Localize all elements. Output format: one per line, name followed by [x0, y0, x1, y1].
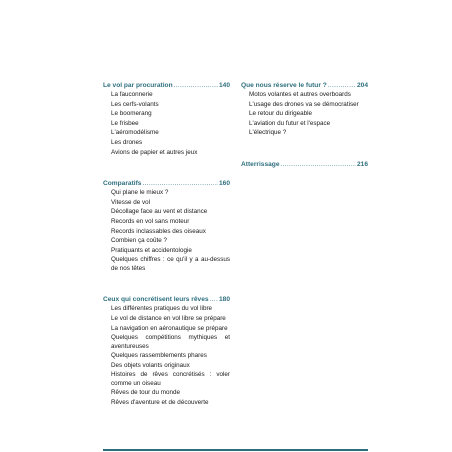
toc-item-list [103, 304, 230, 407]
toc-page-number: 216 [356, 160, 368, 168]
toc-heading-title: Atterrissage [241, 160, 280, 168]
toc-heading-title: Que nous réserve le futur ? [241, 82, 327, 89]
toc-item[interactable]: Quelques chiffres : ce qu'il y a au-dessus de nos têtes [111, 256, 230, 273]
toc-item[interactable]: L'aéromodélisme [111, 129, 159, 137]
toc-item[interactable]: L'usage des drones va se démocratiser [249, 100, 359, 108]
toc-leader-dots [174, 81, 218, 90]
toc-item[interactable]: Les cerfs-volants [111, 100, 159, 108]
toc-heading-title: Comparatifs [103, 180, 142, 188]
toc-heading[interactable] [241, 160, 368, 169]
toc-heading[interactable] [103, 81, 230, 90]
toc-item-list [103, 188, 230, 273]
toc-leader-dots [328, 81, 356, 90]
toc-right-column [241, 81, 368, 191]
toc-leader-dots [142, 179, 218, 188]
toc-leader-dots [280, 160, 356, 169]
toc-item[interactable]: Motos volantes et autres overboards [249, 91, 351, 98]
toc-item[interactable]: Le boomerang [111, 110, 152, 118]
toc-item[interactable]: Avions de papier et autres jeux [111, 148, 198, 156]
toc-item[interactable]: Combien ça coûte ? [111, 237, 168, 245]
toc-item[interactable]: La navigation en aéronautique se prépare [111, 324, 228, 332]
toc-heading[interactable] [103, 179, 230, 188]
toc-item[interactable]: Le frisbee [111, 119, 139, 127]
toc-page-number: 160 [218, 180, 230, 188]
toc-page-number: 180 [218, 296, 230, 304]
toc-heading-title: Ceux qui concrétisent leurs rêves [103, 296, 209, 304]
toc-item[interactable]: La fauconnerie [111, 91, 153, 98]
toc-section-ceux-qui-concretisent [103, 295, 230, 407]
toc-item[interactable]: Records en vol sans moteur [111, 217, 190, 225]
toc-heading[interactable] [103, 295, 230, 304]
toc-page-number: 204 [356, 82, 368, 89]
toc-section-futur [241, 81, 368, 138]
toc-item[interactable]: L'aviation du futur et l'espace [249, 119, 331, 127]
toc-item[interactable]: Vitesse de vol [111, 198, 151, 206]
toc-item[interactable]: Rêves d'aventure et de découverte [111, 398, 209, 406]
toc-section-atterrissage [241, 160, 368, 169]
toc-item[interactable]: Les drones [111, 138, 143, 146]
toc-item-list [241, 90, 368, 138]
toc-leader-dots [210, 295, 218, 304]
toc-item[interactable]: Le retour du dirigeable [249, 110, 313, 118]
toc-item[interactable]: Le vol de distance en vol libre se prépare [111, 314, 226, 322]
toc-heading-title: Le vol par procuration [103, 82, 173, 89]
toc-item[interactable]: Des objets volants originaux [111, 361, 190, 369]
toc-heading[interactable] [241, 81, 368, 90]
toc-left-column [103, 81, 230, 429]
toc-item[interactable]: Rêves de tour du monde [111, 389, 180, 397]
toc-page-number: 140 [218, 82, 230, 89]
toc-section-vol-par-procuration [103, 81, 230, 157]
toc-item-list [103, 90, 230, 157]
toc-item[interactable]: Décollage face au vent et distance [111, 208, 208, 216]
toc-item[interactable]: L'électrique ? [249, 129, 287, 137]
toc-item[interactable]: Records inclassables des oiseaux [111, 227, 206, 235]
toc-item[interactable]: Les différentes pratiques du vol libre [111, 305, 213, 313]
toc-item[interactable]: Histoires de rêves concrétisés : voler comme un oiseau [111, 371, 230, 388]
toc-item[interactable]: Pratiquants et accidentologie [111, 246, 192, 254]
toc-item[interactable]: Qui plane le mieux ? [111, 189, 169, 197]
toc-item[interactable]: Quelques compétitions mythiques et aventureuses [111, 334, 230, 351]
toc-section-comparatifs [103, 179, 230, 273]
toc-item[interactable]: Quelques rassemblements phares [111, 352, 207, 360]
bottom-rule [103, 449, 368, 451]
